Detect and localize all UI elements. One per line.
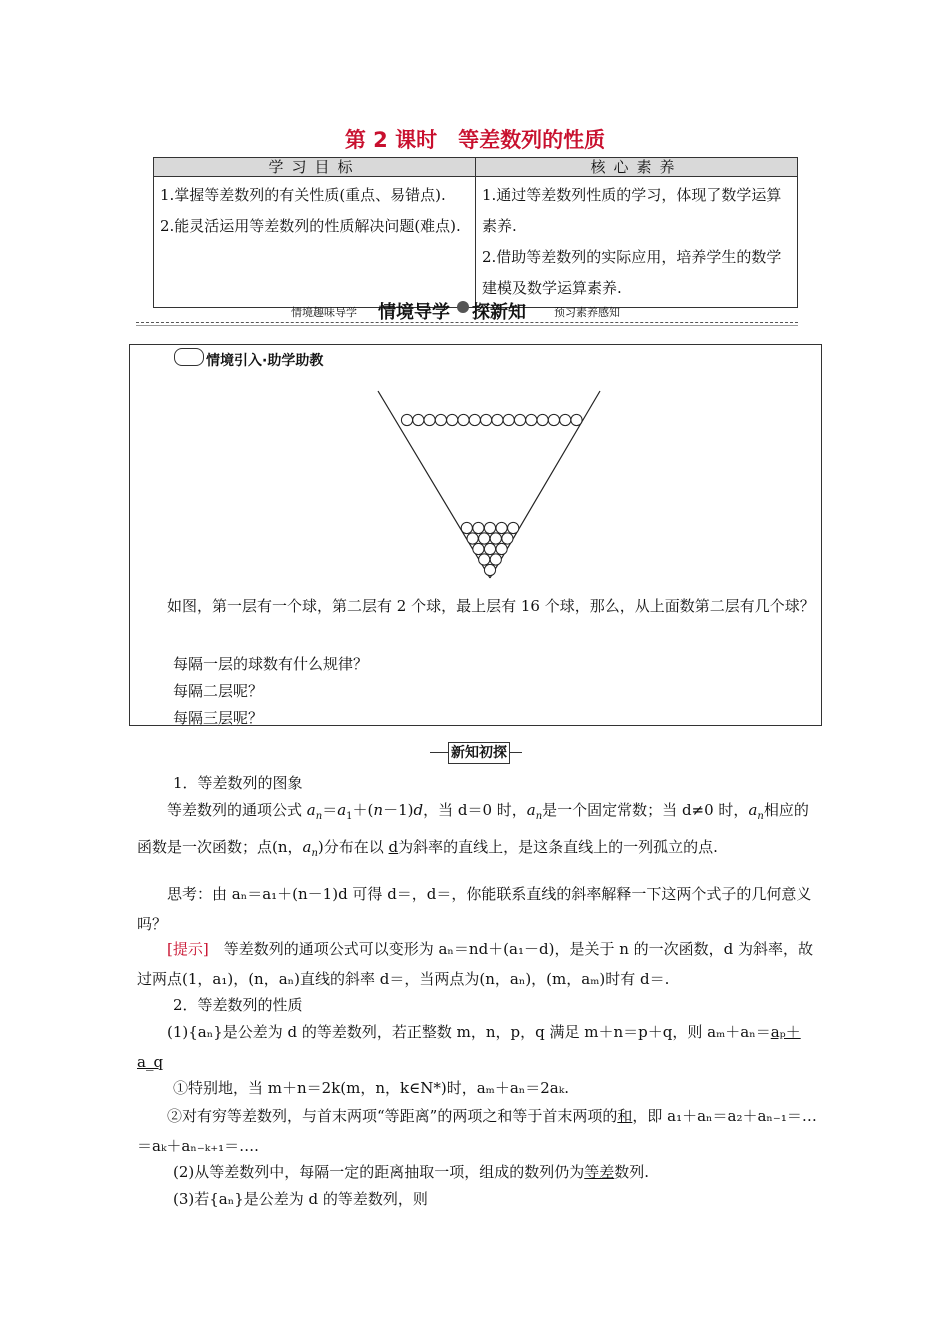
page-title: 第 2 课时 等差数列的性质 xyxy=(344,128,606,152)
ball xyxy=(508,522,519,533)
ball xyxy=(424,414,435,425)
hand-icon xyxy=(174,348,204,366)
ball xyxy=(401,414,412,425)
ball xyxy=(435,414,446,425)
goals-right-cell xyxy=(476,177,798,308)
banner-dot-icon xyxy=(457,301,469,313)
new-knowledge-text: 新知初探 xyxy=(448,742,510,764)
banner-right-text: 预习素养感知 xyxy=(554,306,620,319)
section2-p3 xyxy=(137,1101,817,1161)
section1-think: 思考：由 aₙ＝a₁＋(n－1)d 可得 d＝，d＝，你能联系直线的斜率解释一下这两个式子的几何意义吗？ xyxy=(137,885,812,933)
goal-2: 2.能灵活运用等差数列的性质解决问题(难点). xyxy=(160,217,461,235)
s2-p3-a: ②对有穷等差数列，与首末两项“等距离”的两项之和等于首末两项的 xyxy=(167,1107,618,1125)
section1-hint xyxy=(137,934,817,994)
section1-heading: 1．等差数列的图象 xyxy=(173,774,303,792)
section2-p1 xyxy=(137,1017,817,1077)
banner-divider-2 xyxy=(136,325,798,326)
banner-main-2: 探新知 xyxy=(472,302,526,323)
s1-p1-fill: d xyxy=(388,838,399,856)
s2-p4-b: 数列. xyxy=(614,1163,650,1181)
ball xyxy=(484,543,495,554)
hint-label: [提示] xyxy=(167,940,209,958)
top-row-balls xyxy=(401,414,582,425)
ball xyxy=(503,414,514,425)
s2-p4-fill: 等差 xyxy=(584,1163,615,1181)
situation-p4: 每隔三层呢？ xyxy=(173,709,264,727)
section2-p5: (3)若{aₙ}是公差为 d 的等差数列，则 xyxy=(173,1190,428,1208)
s1-p1-c: 是一个固定常数；当 d≠0 时， xyxy=(542,801,749,819)
s1-p1-d: 相应的函数是一次函数；点(n， xyxy=(137,801,809,856)
situation-p1: 如图，第一层有一个球，第二层有 2 个球，最上层有 16 个球，那么，从上面数第二层有几个球？ xyxy=(167,597,815,615)
s1-p1-g: 为斜率的直线上，是这条直线上的一列孤立的点. xyxy=(398,838,718,856)
ball xyxy=(514,414,525,425)
ball xyxy=(461,522,472,533)
s2-p1: (1){aₙ}是公差为 d 的等差数列，若正整数 m，n，p，q 满足 m＋n＝p＋q，则 aₘ＋aₙ＝ xyxy=(167,1023,771,1041)
situation-header: 情境引入·助学助教 xyxy=(206,353,324,369)
ball xyxy=(548,414,559,425)
goals-header-left: 学习目标 xyxy=(154,158,476,177)
ball-pyramid-figure xyxy=(370,385,610,585)
bottom-rows-balls xyxy=(461,522,519,575)
ball xyxy=(469,414,480,425)
section2-p2: ①特别地，当 m＋n＝2k(m，n，k∈N*)时，aₘ＋aₙ＝2aₖ. xyxy=(173,1079,569,1097)
section2-heading: 2．等差数列的性质 xyxy=(173,996,303,1014)
section-banner xyxy=(136,298,798,324)
ball xyxy=(526,414,537,425)
ball xyxy=(490,533,501,544)
ball xyxy=(473,522,484,533)
s2-p4-a: (2)从等差数列中，每隔一定的距离抽取一项，组成的数列仍为 xyxy=(173,1163,585,1181)
s2-p3-fill: 和 xyxy=(617,1107,633,1125)
goals-header-right: 核心素养 xyxy=(476,158,798,177)
ball xyxy=(484,564,495,575)
s2-p1-fill: aₚ＋a_q xyxy=(137,1023,801,1071)
hint-text: 等差数列的通项公式可以变形为 aₙ＝nd＋(a₁－d)，是关于 n 的一次函数，d 为斜率，故过两点(1，a₁)，(n，aₙ)直线的斜率 d＝，当两点为(n，aₙ)，(m，aₘ)时有 d＝. xyxy=(137,940,814,988)
literacy-1: 1.通过等差数列性质的学习，体现了数学运算素养. xyxy=(482,186,782,235)
ball xyxy=(537,414,548,425)
s2-p3-b: ，即 a₁＋aₙ＝a₂＋aₙ₋₁＝…＝aₖ＋aₙ₋ₖ₊₁＝…. xyxy=(137,1107,817,1155)
situation-p3: 每隔二层呢？ xyxy=(173,682,264,700)
banner-main-1: 情境导学 xyxy=(378,302,450,323)
s1-p1-b: ，当 d＝0 时， xyxy=(423,801,527,819)
ball xyxy=(479,554,490,565)
literacy-2: 2.借助等差数列的实际应用，培养学生的数学建模及数学运算素养. xyxy=(482,248,782,297)
situation-p2: 每隔一层的球数有什么规律？ xyxy=(173,655,369,673)
ball xyxy=(479,533,490,544)
ball xyxy=(481,414,492,425)
ball xyxy=(502,533,513,544)
ball xyxy=(484,522,495,533)
section1-p1: 等差数列的通项公式 $a_n=a_1+(n-1)d$，当 d＝0 时，$a_n$是一个固定常数；当 d≠0 时，$a_n$相应的函数是一次函数；点(n，$a_n$)分布在以 d为斜率的直线上，是这条直线上的一列孤立的点. xyxy=(137,801,809,859)
ball xyxy=(447,414,458,425)
ball xyxy=(560,414,571,425)
ball xyxy=(490,554,501,565)
ball xyxy=(467,533,478,544)
ball xyxy=(496,543,507,554)
goals-table xyxy=(153,157,798,308)
goal-1: 1.掌握等差数列的有关性质(重点、易错点). xyxy=(160,186,446,204)
s1-p1-e: )分布在以 xyxy=(317,838,389,856)
section2-p4 xyxy=(173,1157,649,1187)
ball xyxy=(492,414,503,425)
ball xyxy=(413,414,424,425)
banner-left-text: 情境趣味导学 xyxy=(291,306,357,319)
ball xyxy=(458,414,469,425)
goals-left-cell xyxy=(154,177,476,308)
s1-p1-a: 等差数列的通项公式 xyxy=(167,801,307,819)
ball xyxy=(473,543,484,554)
ball xyxy=(496,522,507,533)
banner-divider xyxy=(136,322,798,323)
ball xyxy=(571,414,582,425)
